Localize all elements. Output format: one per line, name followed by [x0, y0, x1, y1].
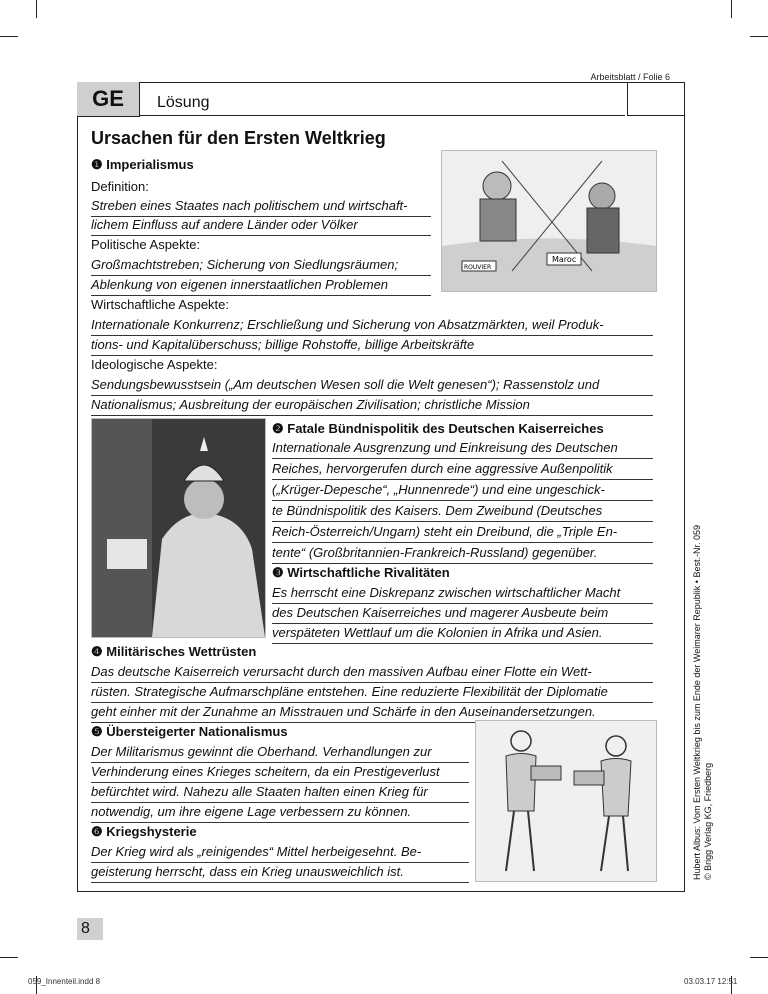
alliance-answer: Internationale Ausgrenzung und Einkreisung des Deutschen: [272, 439, 653, 459]
publisher-credit: [692, 525, 714, 880]
cartoon-label: ROUVIER: [464, 264, 492, 271]
political-label: Politische Aspekte:: [91, 237, 201, 252]
footer-file: 059_Innenteil.indd 8: [28, 977, 101, 986]
hysteria-answer: geisterung herrscht, dass ein Krieg unausweichlich ist.: [91, 863, 469, 883]
worksheet-header: [77, 82, 685, 116]
rivalry-answer: des Deutschen Kaiserreiches und magerer Ausbeute beim: [272, 604, 653, 624]
cartoon-illustration: [442, 151, 656, 291]
nationalism-answer: Der Militarismus gewinnt die Oberhand. Verhandlungen zur: [91, 743, 469, 763]
economic-answer: Internationale Konkurrenz; Erschließung und Sicherung von Absatzmärkten, weil Produk-: [91, 316, 653, 336]
armament-answer: geht einher mit der Zunahme an Misstrauen und Schärfe in den Auseinandersetzungen.: [91, 703, 653, 723]
political-answer: Großmachtstreben; Sicherung von Siedlungsräumen;: [91, 256, 431, 276]
crop-mark: [731, 0, 732, 18]
section-heading-nationalismus: ❺ Übersteigerter Nationalismus: [91, 724, 288, 739]
crop-mark: [0, 36, 18, 37]
definition-answer: lichem Einfluss auf andere Länder oder Völker: [91, 216, 431, 236]
header-title: Lösung: [157, 94, 210, 111]
credit-line: © Brigg Verlag KG, Friedberg: [703, 762, 713, 880]
economic-answer: tions- und Kapitalüberschuss; billige Rohstoffe, billige Arbeitskräfte: [91, 336, 653, 356]
crop-mark: [36, 0, 37, 18]
crop-mark: [750, 36, 768, 37]
crop-mark: [0, 957, 18, 958]
rivalry-answer: verspäteten Wettlauf um die Kolonien in Afrika und Asien.: [272, 624, 653, 644]
photo-illustration: [92, 419, 265, 637]
economic-label: Wirtschaftliche Aspekte:: [91, 297, 229, 312]
cartoon-illustration: [476, 721, 656, 881]
armament-answer: Das deutsche Kaiserreich verursacht durch den massiven Aufbau einer Flotte ein Wett-: [91, 663, 653, 683]
alliance-answer: Reiches, hervorgerufen durch eine aggressive Außenpolitik: [272, 460, 653, 480]
section-heading-rivalitaeten: ❸ Wirtschaftliche Rivalitäten: [272, 565, 450, 580]
alliance-answer: tente“ (Großbritannien-Frankreich-Russland) gegenüber.: [272, 544, 653, 564]
header-corner-box: [627, 82, 685, 116]
armament-answer: rüsten. Strategische Aufmarschpläne entstehen. Eine reduzierte Flexibilität der Diplomatie: [91, 683, 653, 703]
footer-date: 03.03.17 12:51: [684, 977, 738, 986]
section-heading-wettruesten: ❹ Militärisches Wettrüsten: [91, 644, 257, 659]
sheet-label: Arbeitsblatt / Folie 6: [590, 72, 670, 82]
cartoon-image-morocco: [441, 150, 657, 292]
definition-label: Definition:: [91, 179, 149, 194]
section-heading-imperialismus: ❶ Imperialismus: [91, 157, 194, 172]
ideological-label: Ideologische Aspekte:: [91, 357, 218, 372]
subject-badge: GE: [77, 82, 140, 117]
rivalry-answer: Es herrscht eine Diskrepanz zwischen wirtschaftlicher Macht: [272, 584, 653, 604]
nationalism-answer: Verhinderung eines Krieges scheitern, da ein Prestigeverlust: [91, 763, 469, 783]
kaiser-photo: [91, 418, 266, 638]
ideological-answer: Nationalismus; Ausbreitung der europäischen Zivilisation; christliche Mission: [91, 396, 653, 416]
nationalism-answer: befürchtet wird. Nahezu alle Staaten halten einen Krieg für: [91, 783, 469, 803]
definition-answer: Streben eines Staates nach politischem und wirtschaft-: [91, 197, 431, 217]
page-title: Ursachen für den Ersten Weltkrieg: [91, 128, 386, 148]
section-heading-kriegshysterie: ❻ Kriegshysterie: [91, 824, 197, 839]
cartoon-image-soldiers: [475, 720, 657, 882]
political-answer: Ablenkung von eigenen innerstaatlichen Problemen: [91, 276, 431, 296]
header-rule: [139, 115, 625, 116]
alliance-answer: te Bündnispolitik des Kaisers. Dem Zweibund (Deutsches: [272, 502, 653, 522]
cartoon-label: Maroc: [552, 255, 577, 264]
section-heading-buendnispolitik: ❷ Fatale Bündnispolitik des Deutschen Kaiserreiches: [272, 421, 604, 436]
ideological-answer: Sendungsbewusstsein („Am deutschen Wesen soll die Welt genesen“); Rassenstolz und: [91, 376, 653, 396]
crop-mark: [750, 957, 768, 958]
credit-line: Hubert Albus: Vom Ersten Weltkrieg bis zum Ende der Weimarer Republik • Best.-Nr. 059: [692, 525, 702, 880]
alliance-answer: Reich-Österreich/Ungarn) steht ein Dreibund, die „Triple En-: [272, 523, 653, 543]
alliance-answer: („Krüger-Depesche“, „Hunnenrede“) und eine ungeschick-: [272, 481, 653, 501]
nationalism-answer: notwendig, um ihre eigene Lage verbessern zu können.: [91, 803, 469, 823]
page-number: 8: [77, 918, 103, 940]
hysteria-answer: Der Krieg wird als „reinigendes“ Mittel herbeigesehnt. Be-: [91, 843, 469, 863]
